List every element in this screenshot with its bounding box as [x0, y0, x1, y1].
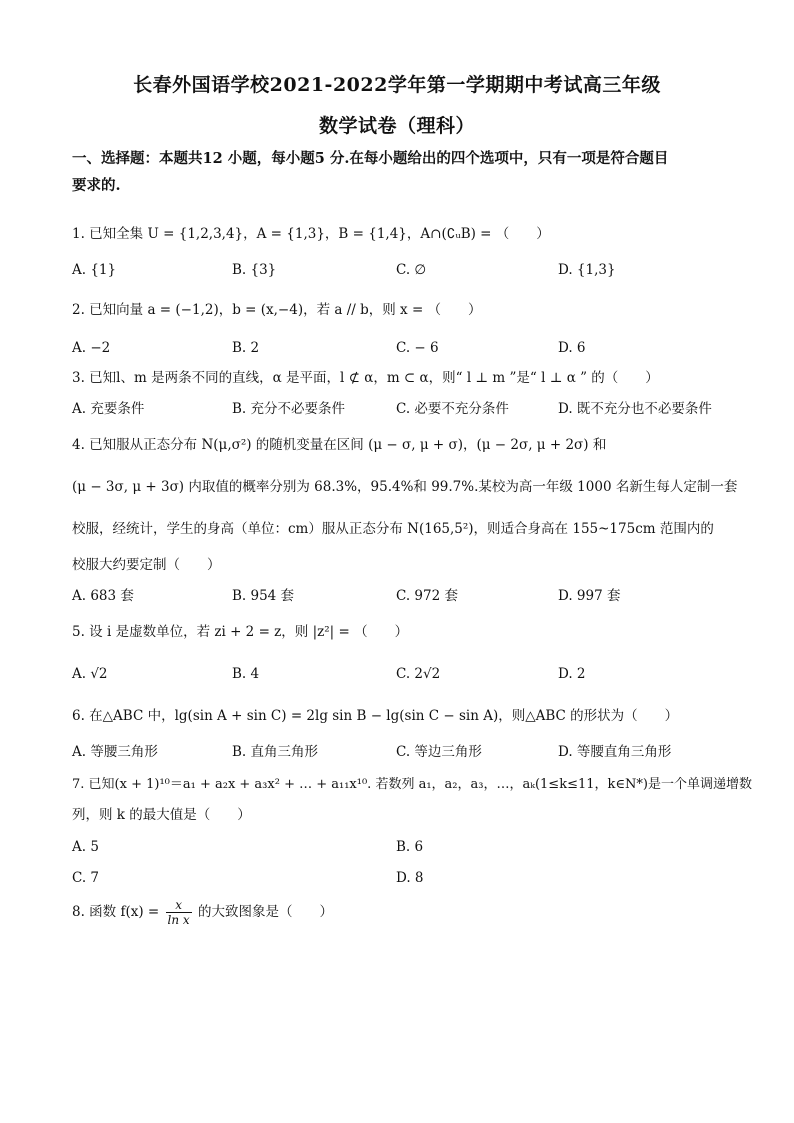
question-2: 2. 已知向量 a = (−1,2)，b = (x,−4)，若 a // b，则 x = （ ） [72, 302, 482, 318]
q1-option-c: C. ∅ [396, 262, 427, 278]
section-heading [72, 145, 732, 199]
question-7-line1: 7. 已知(x + 1)¹⁰＝a₁ + a₂x + a₃x² + … + a₁₁x¹⁰. 若数列 a₁，a₂，a₃，…，aₖ(1≤k≤11，k∈N*)是一个单调递增数 [72, 777, 752, 792]
q1-option-a: A. {1} [72, 262, 117, 278]
exam-subtitle: 数学试卷（理科） [318, 115, 475, 137]
q4-option-a: A. 683 套 [72, 588, 134, 604]
question-4-line4: 校服大约要定制（ ） [72, 557, 221, 573]
q7-option-c: C. 7 [72, 870, 100, 886]
question-4-line2: (μ − 3σ, μ + 3σ) 内取值的概率分别为 68.3%，95.4%和 99.7%.某校为高一年级 1000 名新生每人定制一套 [72, 479, 738, 495]
q3-option-a: A. 充要条件 [72, 401, 145, 417]
q6-option-b: B. 直角三角形 [232, 744, 319, 760]
q4-option-c: C. 972 套 [396, 588, 458, 604]
q6-option-d: D. 等腰直角三角形 [558, 744, 672, 760]
q8-denominator: ln x [167, 913, 190, 927]
q6-option-a: A. 等腰三角形 [72, 744, 158, 760]
q2-option-b: B. 2 [232, 340, 260, 356]
q6-option-c: C. 等边三角形 [396, 744, 482, 760]
question-4-line3: 校服，经统计，学生的身高（单位：cm）服从正态分布 N(165,5²)，则适合身高在 155~175cm 范围内的 [72, 521, 714, 537]
q3-option-d: D. 既不充分也不必要条件 [558, 401, 712, 417]
q3-option-b: B. 充分不必要条件 [232, 401, 346, 417]
question-4-line1: 4. 已知服从正态分布 N(μ,σ²) 的随机变量在区间 (μ − σ, μ + σ)，(μ − 2σ, μ + 2σ) 和 [72, 437, 607, 453]
q7-option-d: D. 8 [396, 870, 424, 886]
section-heading-line2: 要求的. [72, 177, 121, 194]
question-6: 6. 在△ABC 中，lg(sin A + sin C) = 2lg sin B − lg(sin C − sin A)，则△ABC 的形状为（ ） [72, 708, 679, 724]
q7-option-a: A. 5 [72, 839, 99, 855]
q5-option-d: D. 2 [558, 666, 586, 682]
exam-title: 长春外国语学校2021-2022学年第一学期期中考试高三年级 [133, 74, 661, 96]
question-5: 5. 设 i 是虚数单位，若 zi + 2 = z，则 |z²| = （ ） [72, 624, 409, 640]
q8-numerator: x [166, 898, 192, 913]
q5-option-c: C. 2√2 [396, 666, 441, 682]
q2-option-a: A. −2 [72, 340, 111, 356]
section-heading-line1: 一、选择题：本题共12 小题，每小题5 分.在每小题给出的四个选项中，只有一项是符合题目 [72, 150, 669, 167]
q5-option-a: A. √2 [72, 666, 108, 682]
q4-option-d: D. 997 套 [558, 588, 621, 604]
question-3: 3. 已知l、m 是两条不同的直线，α 是平面，l ⊄ α，m ⊂ α，则“ l ⊥ m ”是“ l ⊥ α ” 的（ ） [72, 370, 659, 386]
q3-option-c: C. 必要不充分条件 [396, 401, 509, 417]
q7-option-b: B. 6 [396, 839, 424, 855]
q2-option-d: D. 6 [558, 340, 586, 356]
question-1: 1. 已知全集 U = {1,2,3,4}，A = {1,3}，B = {1,4}，A∩(∁ᵤB) = （ ） [72, 226, 550, 242]
q1-option-d: D. {1,3} [558, 262, 616, 278]
q2-option-c: C. − 6 [396, 340, 439, 356]
q8-fraction [166, 898, 192, 927]
question-8 [72, 898, 732, 927]
q8-suffix: 的大致图象是（ ） [197, 904, 333, 920]
q8-prefix: 8. 函数 f(x) = [72, 904, 160, 920]
q1-option-b: B. {3} [232, 262, 277, 278]
q4-option-b: B. 954 套 [232, 588, 295, 604]
q5-option-b: B. 4 [232, 666, 260, 682]
question-7-line2: 列，则 k 的最大值是（ ） [72, 807, 251, 823]
